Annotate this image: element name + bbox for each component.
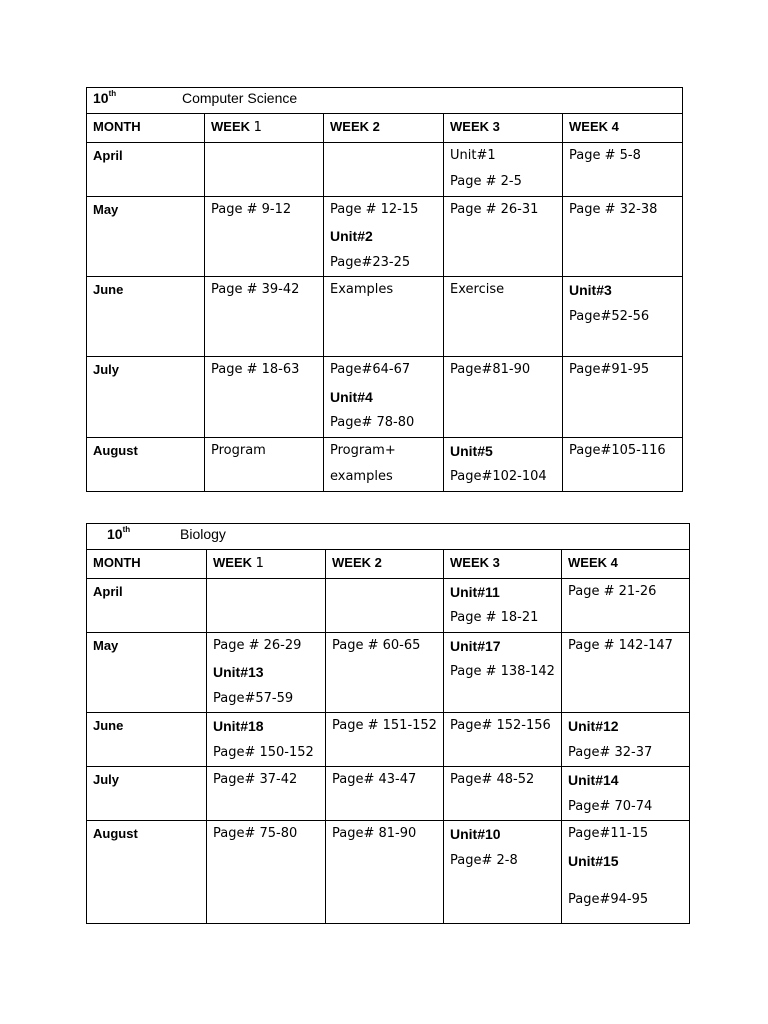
week-4-cell bbox=[562, 632, 690, 713]
month-cell: July bbox=[87, 767, 207, 821]
week-1-cell bbox=[205, 357, 324, 438]
page-range: Page#81-90 bbox=[450, 362, 531, 377]
table-row bbox=[87, 437, 683, 491]
week-4-cell bbox=[562, 578, 690, 632]
table-row bbox=[87, 578, 690, 632]
table-title bbox=[87, 524, 690, 550]
week-3-cell bbox=[444, 578, 562, 632]
header-month: MONTH bbox=[87, 550, 207, 579]
page-range: Page # 18-63 bbox=[211, 362, 300, 377]
week-4-cell bbox=[562, 713, 690, 767]
month-cell: May bbox=[87, 632, 207, 713]
week-3-cell bbox=[444, 767, 562, 821]
week-4-cell bbox=[563, 277, 683, 357]
page-range: Page# 43-47 bbox=[332, 772, 417, 787]
week-1-cell bbox=[207, 821, 326, 924]
biology-schedule-table bbox=[86, 523, 690, 924]
week-2-cell bbox=[326, 767, 444, 821]
page-range: Page# 150-152 bbox=[213, 744, 314, 760]
page-range: Examples bbox=[330, 282, 394, 297]
week-2-cell bbox=[324, 142, 444, 196]
page-range: Page # 2-5 bbox=[450, 174, 522, 189]
week-2-cell bbox=[324, 196, 444, 277]
subject-title: Biology bbox=[180, 526, 226, 542]
table-title-row bbox=[87, 524, 690, 550]
header-week-2: WEEK 2 bbox=[324, 114, 444, 143]
page-range: Page # 142-147 bbox=[568, 637, 673, 653]
table-title-row bbox=[87, 88, 683, 114]
unit-label: Unit#10 bbox=[450, 826, 501, 842]
table-row bbox=[87, 277, 683, 357]
page-range: Page#11-15 bbox=[568, 826, 649, 841]
spacer bbox=[568, 874, 689, 887]
week-3-cell bbox=[444, 632, 562, 713]
unit-label: Unit#18 bbox=[213, 718, 264, 734]
page-range: Unit#1 bbox=[450, 147, 496, 163]
unit-label: Unit#2 bbox=[330, 228, 373, 244]
month-cell: June bbox=[87, 713, 207, 767]
page-range: Page # 138-142 bbox=[450, 664, 555, 679]
month-cell: May bbox=[87, 196, 205, 277]
month-cell: August bbox=[87, 821, 207, 924]
page-range: Page# 152-156 bbox=[450, 718, 551, 733]
page-range: Page # 151-152 bbox=[332, 718, 437, 733]
table-title bbox=[87, 88, 683, 114]
unit-label: Unit#17 bbox=[450, 637, 501, 654]
week-2-cell bbox=[326, 632, 444, 713]
week-3-cell bbox=[444, 713, 562, 767]
unit-label: Unit#14 bbox=[568, 772, 619, 788]
week-3-cell bbox=[444, 437, 563, 491]
header-week-3: WEEK 3 bbox=[444, 114, 563, 143]
page-range: Page # 21-26 bbox=[568, 583, 657, 599]
week-2-cell bbox=[324, 277, 444, 357]
week-4-cell bbox=[563, 357, 683, 438]
header-week-4: WEEK 4 bbox=[562, 550, 690, 579]
week-1-cell bbox=[207, 578, 326, 632]
unit-label: Unit#5 bbox=[450, 442, 493, 459]
page-range: examples bbox=[330, 469, 393, 484]
week-4-cell bbox=[563, 196, 683, 277]
page-range: Page # 32-38 bbox=[569, 201, 658, 217]
page-range: Page#94-95 bbox=[568, 892, 649, 907]
week-4-cell bbox=[562, 821, 690, 924]
header-week-1: WEEK 1 bbox=[207, 550, 326, 579]
grade-label: 10th bbox=[93, 89, 117, 106]
page-range: Page # 18-21 bbox=[450, 610, 539, 625]
week-4-cell bbox=[563, 142, 683, 196]
week-3-cell bbox=[444, 196, 563, 277]
page-range: Page#91-95 bbox=[569, 362, 650, 377]
page-range: Page# 48-52 bbox=[450, 772, 535, 787]
week-3-cell bbox=[444, 277, 563, 357]
subject-title: Computer Science bbox=[182, 90, 298, 106]
week-1-cell bbox=[205, 277, 324, 357]
page-range: Page # 26-29 bbox=[213, 637, 302, 653]
page-range: Page#105-116 bbox=[569, 442, 666, 458]
page-range: Page# 75-80 bbox=[213, 826, 298, 841]
week-3-cell bbox=[444, 142, 563, 196]
page-range: Page#23-25 bbox=[330, 254, 411, 270]
page-range: Exercise bbox=[450, 282, 505, 297]
table-row bbox=[87, 142, 683, 196]
header-week-4: WEEK 4 bbox=[563, 114, 683, 143]
unit-label: Unit#4 bbox=[330, 388, 373, 405]
unit-label: Unit#12 bbox=[568, 718, 619, 734]
header-row bbox=[87, 114, 683, 143]
grade-label: 10th bbox=[107, 525, 131, 542]
page-range: Page# 2-8 bbox=[450, 852, 518, 868]
week-2-cell bbox=[326, 713, 444, 767]
page-range: Page # 12-15 bbox=[330, 201, 419, 217]
table-row bbox=[87, 196, 683, 277]
header-week-2: WEEK 2 bbox=[326, 550, 444, 579]
table-row bbox=[87, 632, 690, 713]
unit-label: Unit#3 bbox=[569, 282, 612, 298]
week-1-cell bbox=[207, 632, 326, 713]
header-week-3: WEEK 3 bbox=[444, 550, 562, 579]
page-range: Page#102-104 bbox=[450, 469, 547, 484]
table-row bbox=[87, 821, 690, 924]
header-row bbox=[87, 550, 690, 579]
week-1-cell bbox=[207, 767, 326, 821]
week-2-cell bbox=[326, 821, 444, 924]
week-1-cell bbox=[205, 196, 324, 277]
week-2-cell bbox=[326, 578, 444, 632]
unit-label: Unit#13 bbox=[213, 664, 264, 680]
page-range: Program bbox=[211, 442, 266, 458]
page-range: Page#64-67 bbox=[330, 362, 411, 377]
table-row bbox=[87, 357, 683, 438]
month-cell: April bbox=[87, 142, 205, 196]
month-cell: June bbox=[87, 277, 205, 357]
page-range: Page# 70-74 bbox=[568, 798, 653, 814]
month-cell: April bbox=[87, 578, 207, 632]
week-1-cell bbox=[207, 713, 326, 767]
week-3-cell bbox=[444, 821, 562, 924]
unit-label: Unit#15 bbox=[568, 852, 619, 869]
week-1-cell bbox=[205, 142, 324, 196]
page-range: Page#52-56 bbox=[569, 308, 650, 324]
week-3-cell bbox=[444, 357, 563, 438]
week-4-cell bbox=[562, 767, 690, 821]
page-range: Program+ bbox=[330, 442, 396, 458]
page-range: Page# 78-80 bbox=[330, 415, 415, 430]
header-month: MONTH bbox=[87, 114, 205, 143]
month-cell: August bbox=[87, 437, 205, 491]
week-2-cell bbox=[324, 437, 444, 491]
page-range: Page# 32-37 bbox=[568, 744, 653, 760]
week-4-cell bbox=[563, 437, 683, 491]
page-range: Page # 60-65 bbox=[332, 637, 421, 653]
page-range: Page # 26-31 bbox=[450, 201, 539, 217]
page-range: Page # 5-8 bbox=[569, 147, 641, 163]
unit-label: Unit#11 bbox=[450, 583, 500, 600]
table-row bbox=[87, 767, 690, 821]
week-1-cell bbox=[205, 437, 324, 491]
page-range: Page# 37-42 bbox=[213, 772, 298, 787]
page-range: Page # 39-42 bbox=[211, 282, 300, 297]
header-week-1: WEEK 1 bbox=[205, 114, 324, 143]
page-range: Page#57-59 bbox=[213, 690, 294, 706]
table-row bbox=[87, 713, 690, 767]
computer-science-schedule-table bbox=[86, 87, 683, 492]
month-cell: July bbox=[87, 357, 205, 438]
week-2-cell bbox=[324, 357, 444, 438]
page-range: Page# 81-90 bbox=[332, 826, 417, 841]
page-range: Page # 9-12 bbox=[211, 201, 292, 217]
